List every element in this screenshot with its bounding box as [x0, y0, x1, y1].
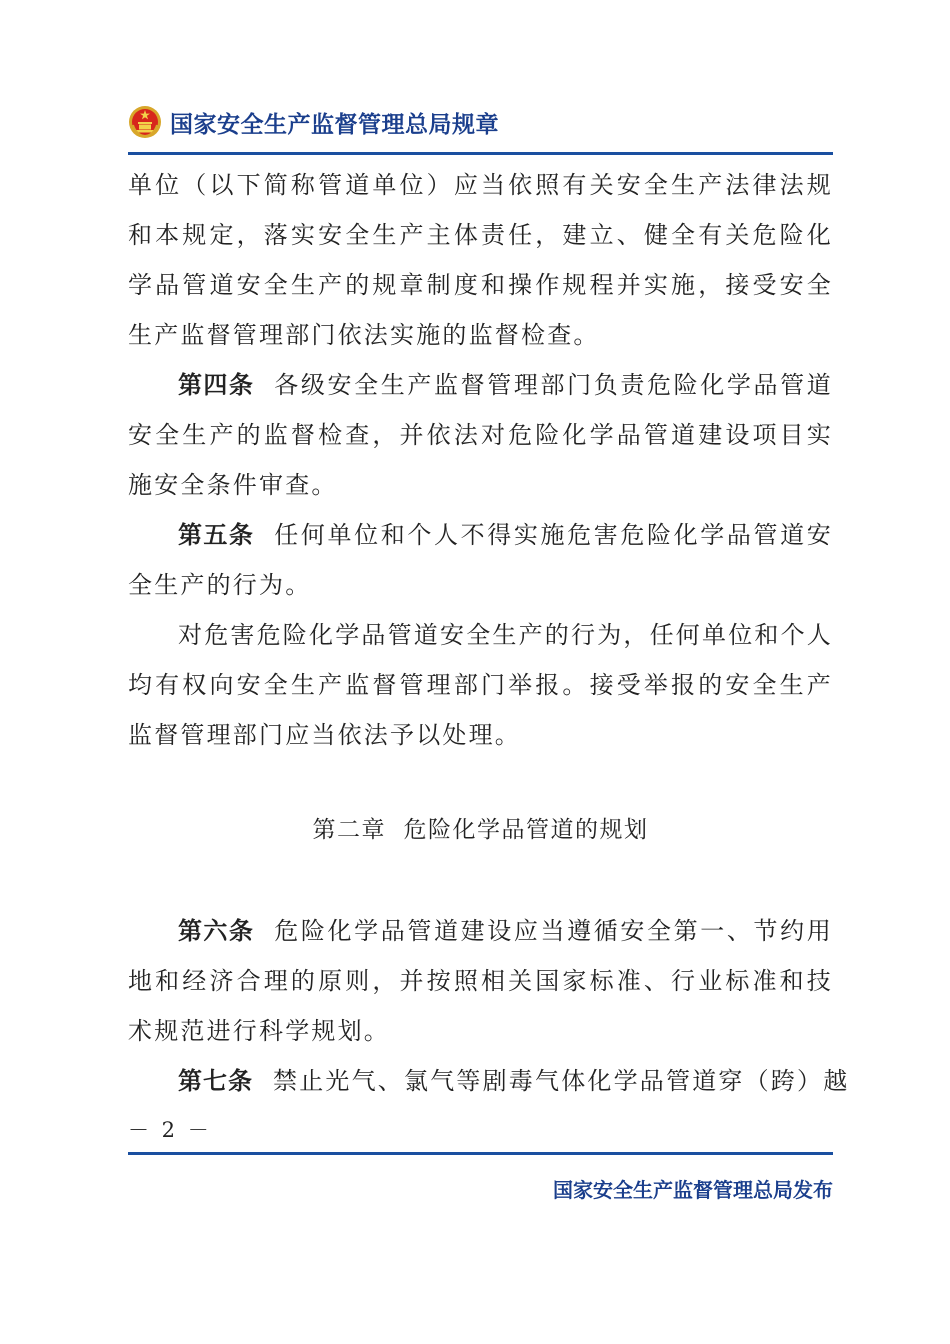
article-label: 第五条	[178, 521, 255, 549]
document-header	[128, 100, 833, 144]
footer-divider	[128, 1152, 833, 1155]
article-label: 第七条	[178, 1067, 253, 1095]
article-label: 第六条	[178, 917, 255, 945]
header-divider	[128, 152, 833, 155]
article-6	[128, 906, 833, 1056]
paragraph-text: 对危害危险化学品管道安全生产的行为，任何单位和个人均有权向安全生产监督管理部门举报。接受举报的安全生产监督管理部门应当依法予以处理。	[128, 621, 833, 749]
page-number: － 2 －	[128, 1118, 212, 1142]
document-body-chapter-2	[128, 906, 850, 1106]
document-body	[128, 160, 833, 760]
paragraph-text: 各级安全生产监督管理部门负责危险化学品管道安全生产的监督检查，并依法对危险化学品管道建设项目实施安全条件审查。	[128, 371, 833, 499]
paragraph-text: 危险化学品管道建设应当遵循安全第一、节约用地和经济合理的原则，并按照相关国家标准、行业标准和技术规范进行科学规划。	[128, 917, 833, 1045]
article-5	[128, 510, 833, 610]
paragraph-text: 禁止光气、氯气等剧毒气体化学品管道穿（跨）越	[273, 1067, 850, 1095]
article-7	[128, 1056, 850, 1106]
article-label: 第四条	[178, 371, 255, 399]
footer-publisher: 国家安全生产监督管理总局发布	[553, 1178, 833, 1202]
article-5-paragraph-2	[128, 610, 833, 760]
article-4	[128, 360, 833, 510]
chapter-heading: 第二章 危险化学品管道的规划	[312, 817, 649, 843]
paragraph-continuation	[128, 160, 833, 360]
national-emblem-icon	[128, 105, 162, 139]
paragraph-text: 单位（以下简称管道单位）应当依照有关安全生产法律法规和本规定，落实安全生产主体责任，建立、健全有关危险化学品管道安全生产的规章制度和操作规程并实施，接受安全生产监督管理部门依法实施的监督检查。	[128, 171, 833, 349]
paragraph-text: 任何单位和个人不得实施危害危险化学品管道安全生产的行为。	[128, 521, 833, 599]
header-title: 国家安全生产监督管理总局规章	[170, 111, 499, 138]
